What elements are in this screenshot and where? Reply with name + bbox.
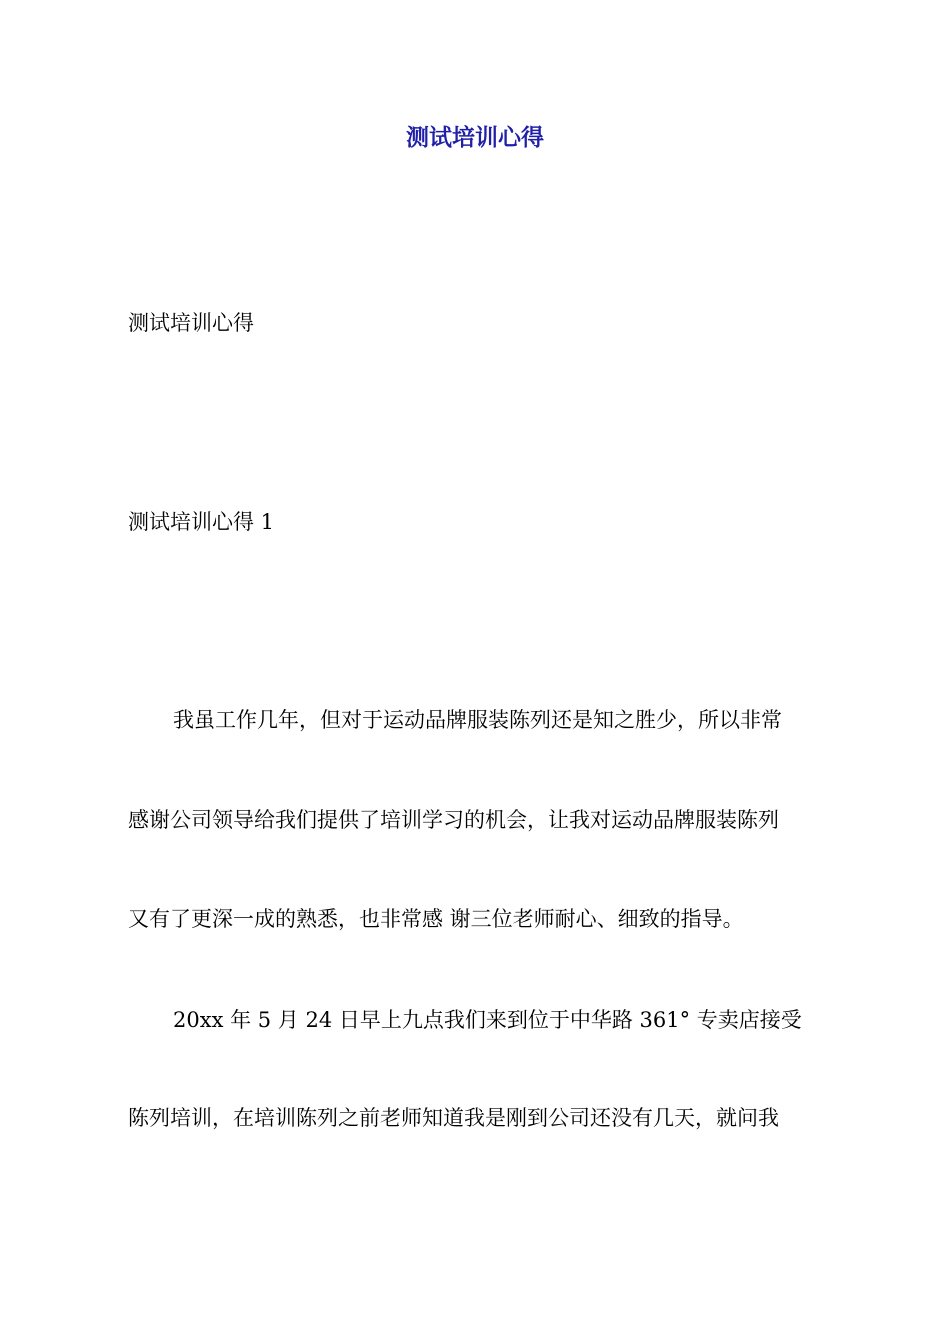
document-subtitle: 测试培训心得 — [128, 311, 254, 335]
paragraph-line: 又有了更深一成的熟悉，也非常感 谢三位老师耐心、细致的指导。 — [128, 907, 744, 931]
section-heading: 测试培训心得 1 — [128, 510, 275, 534]
paragraph-line: 我虽工作几年，但对于运动品牌服装陈列还是知之胜少，所以非常 — [173, 708, 782, 732]
paragraph-line: 感谢公司领导给我们提供了培训学习的机会，让我对运动品牌服装陈列 — [128, 808, 779, 832]
page-title: 测试培训心得 — [406, 125, 544, 151]
paragraph-line: 陈列培训，在培训陈列之前老师知道我是刚到公司还没有几天，就问我 — [128, 1106, 779, 1130]
paragraph-line: 20xx 年 5 月 24 日早上九点我们来到位于中华路 361° 专卖店接受 — [173, 1008, 802, 1032]
